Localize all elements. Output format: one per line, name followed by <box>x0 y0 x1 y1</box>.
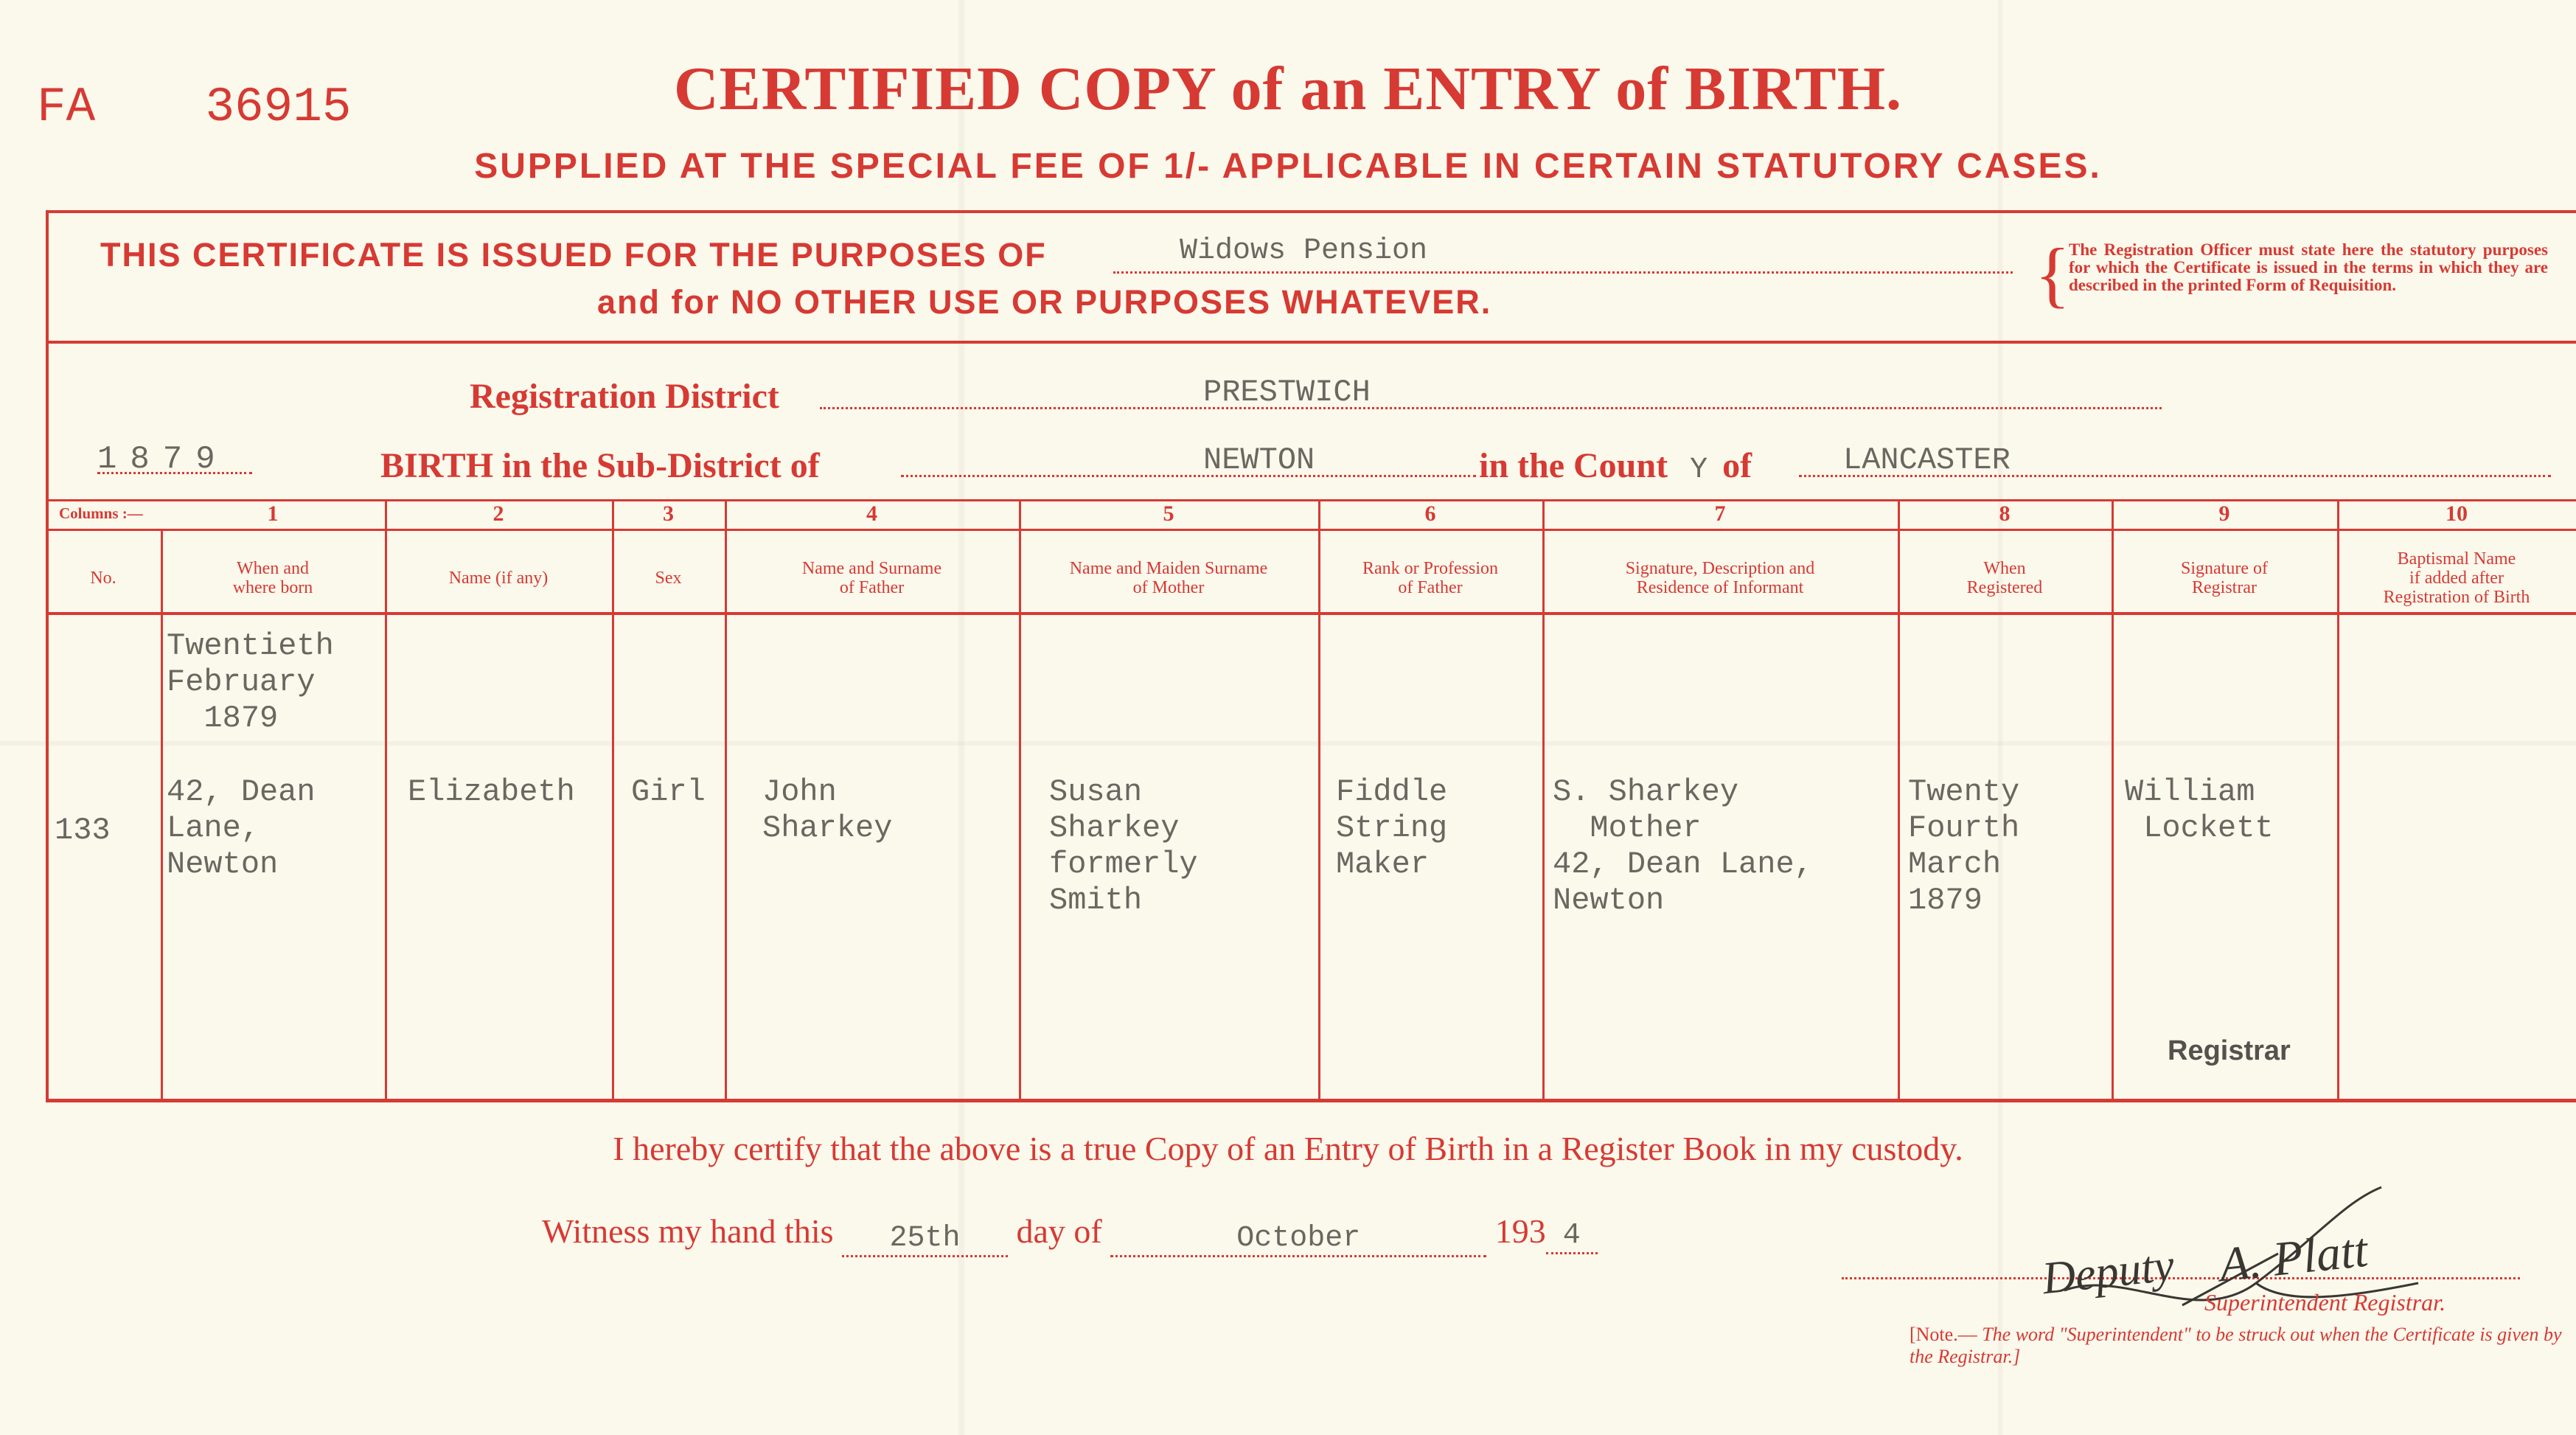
column-header: Signature of Registrar <box>2181 559 2268 597</box>
county-field <box>1799 442 2551 478</box>
date-registered: Twenty Fourth March 1879 <box>1908 774 2020 918</box>
sub-district-value: NEWTON <box>1203 442 1315 478</box>
column-number: 8 <box>1999 501 2011 526</box>
witness-text-2: day of <box>1016 1212 1102 1250</box>
certificate-title: CERTIFIED COPY of an ENTRY of BIRTH. <box>673 55 1903 123</box>
frame-bottom <box>46 1099 2576 1102</box>
brace-icon: { <box>2035 233 2070 315</box>
column-header: Sex <box>655 569 682 588</box>
column-number: 2 <box>492 501 504 526</box>
column-header: Name (if any) <box>448 569 549 588</box>
registration-district-value: PRESTWICH <box>1203 375 1371 410</box>
signature-deputy: Deputy <box>2039 1240 2177 1304</box>
birth-date: Twentieth February 1879 <box>167 628 334 736</box>
column-number: 9 <box>2218 501 2230 526</box>
witness-day-field <box>842 1215 1008 1257</box>
serial-prefix: FA <box>37 80 96 135</box>
mother-name: Susan Sharkey formerly Smith <box>1049 774 1198 918</box>
column-header: When and where born <box>232 559 313 597</box>
signature-name: A. Platt <box>2216 1223 2370 1293</box>
column-header: When Registered <box>1966 559 2043 597</box>
table-colnum-line <box>46 529 2576 531</box>
registration-district-field <box>820 375 2162 410</box>
note <box>1910 1324 2573 1368</box>
registrar-signature: William Lockett <box>2125 774 2274 846</box>
column-number: 5 <box>1163 501 1174 526</box>
registration-district-label: Registration District <box>470 377 779 416</box>
column-divider <box>612 499 614 1099</box>
column-number: 4 <box>866 501 877 526</box>
registrar-stamp: Registrar <box>2168 1035 2291 1066</box>
witness-text-1: Witness my hand this <box>542 1212 834 1250</box>
column-number: 10 <box>2446 501 2468 526</box>
purpose-statement <box>100 236 1047 274</box>
county-label <box>1479 445 1752 487</box>
county-label-1: in the Count <box>1479 446 1668 485</box>
witness-year-suffix: 4 <box>1562 1219 1581 1252</box>
county-label-2: of <box>1722 446 1752 485</box>
column-divider <box>161 529 163 1099</box>
frame-left <box>46 210 49 1102</box>
paper-fold <box>1998 0 2002 1435</box>
entry-number: 133 <box>55 813 111 848</box>
note-text: The word "Superintendent" to be struck out when the Certificate is given by the Registrar.] <box>1910 1324 2562 1367</box>
column-number: 6 <box>1424 501 1436 526</box>
fee-line: SUPPLIED AT THE SPECIAL FEE OF 1/- APPLICABLE IN CERTAIN STATUTORY CASES. <box>474 147 2102 186</box>
county-fill: Y <box>1690 454 1708 487</box>
child-sex: Girl <box>631 774 706 810</box>
purpose-divider <box>46 341 2576 344</box>
birth-place: 42, Dean Lane, Newton <box>167 774 316 882</box>
column-number: 1 <box>267 501 279 526</box>
father-name: John Sharkey <box>762 774 893 846</box>
column-header: Name and Surname of Father <box>801 559 942 597</box>
column-divider <box>385 499 387 1099</box>
frame-top <box>46 210 2576 213</box>
note-label: [Note.— <box>1910 1324 1977 1345</box>
column-number: 7 <box>1714 501 1726 526</box>
birth-sub-district-label: BIRTH in the Sub-District of <box>380 446 820 485</box>
witness-month: October <box>1236 1222 1361 1255</box>
purpose-line1: THIS CERTIFICATE IS ISSUED FOR THE PURPOSES OF <box>100 236 1047 274</box>
witness-year-prefix: 193 <box>1494 1212 1546 1250</box>
serial-value: 36915 <box>205 80 352 135</box>
column-header: Name and Maiden Surname of Mother <box>1069 559 1268 597</box>
column-header: Signature, Description and Residence of Informant <box>1625 559 1815 597</box>
informant: S. Sharkey Mother 42, Dean Lane, Newton <box>1553 774 1813 918</box>
purpose-note: The Registration Officer must state here the statutory purposes for which the Certificate is issued in the terms in which they are described in the printed Form of Requisition. <box>2069 240 2548 294</box>
purpose-line2: and for NO OTHER USE OR PURPOSES WHATEVER. <box>597 283 1492 321</box>
column-number: 3 <box>663 501 674 526</box>
column-header: No. <box>90 569 116 588</box>
witness-year-field <box>1546 1212 1598 1254</box>
father-profession: Fiddle String Maker <box>1336 774 1448 882</box>
witness-month-field <box>1110 1215 1486 1257</box>
birth-year-value: 1879 <box>97 441 229 478</box>
superintendent-label: Superintendent Registrar. <box>2204 1289 2446 1316</box>
witness-day: 25th <box>889 1222 961 1255</box>
purpose-value: Widows Pension <box>1180 234 1428 268</box>
county-value: LANCASTER <box>1843 442 2011 478</box>
sub-district-field <box>901 442 1476 478</box>
purpose-field <box>1113 234 2013 274</box>
table-header-line <box>46 612 2576 615</box>
child-name: Elizabeth <box>408 774 575 810</box>
birth-year-field <box>97 441 252 478</box>
column-header: Rank or Profession of Father <box>1362 559 1498 597</box>
columns-label: Columns :— <box>59 504 143 522</box>
column-header: Baptismal Name if added after Registration of Birth <box>2383 549 2530 607</box>
certification-text: I hereby certify that the above is a true Copy of an Entry of Birth in a Register Book in my custody. <box>613 1130 1963 1167</box>
witness-line <box>542 1212 1598 1254</box>
